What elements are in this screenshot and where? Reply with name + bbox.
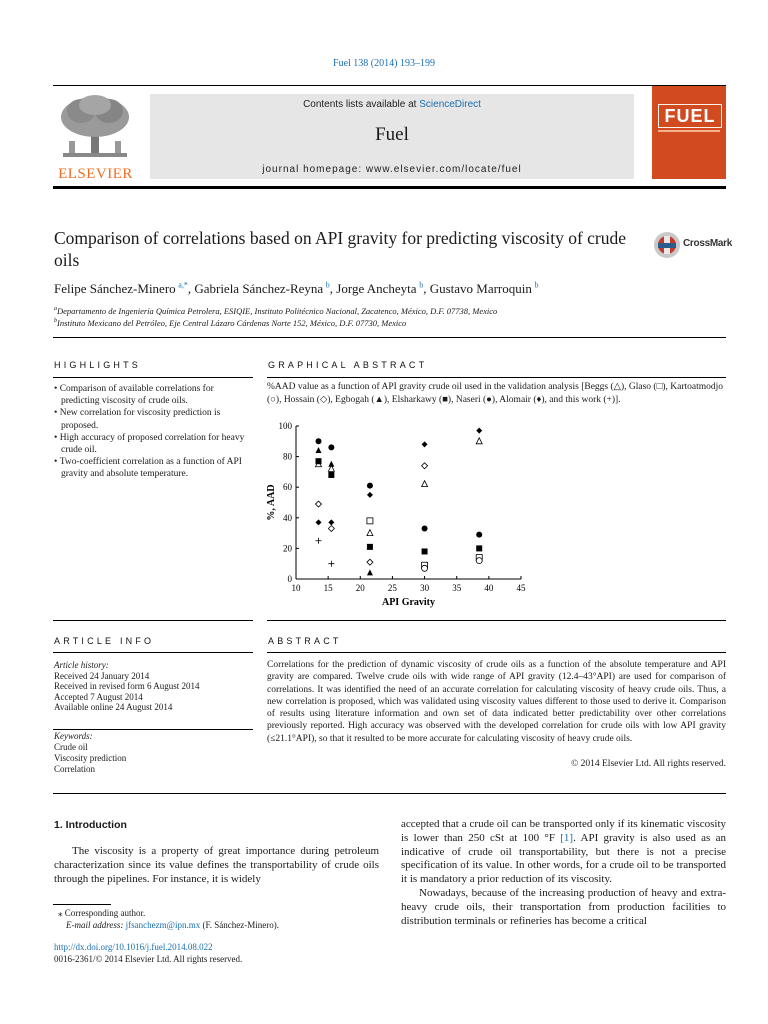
data-point-hossain <box>422 463 428 469</box>
affiliation-mark: b <box>54 318 57 325</box>
crossmark-icon <box>653 230 681 260</box>
data-point-elsharkawy <box>316 458 322 464</box>
author-name[interactable]: Felipe Sánchez-Minero <box>54 281 176 296</box>
elsevier-logo <box>53 93 138 183</box>
keyword: Correlation <box>54 764 95 774</box>
doi-block <box>54 941 242 965</box>
data-point-glaso <box>367 518 373 524</box>
aad-vs-api-chart <box>258 415 538 615</box>
section-rule <box>53 337 726 338</box>
x-tick-label: 20 <box>355 583 365 593</box>
data-point-naseri <box>328 444 334 450</box>
data-point-alomair <box>367 492 373 498</box>
article-history <box>54 660 254 713</box>
data-point-beggs <box>476 438 482 444</box>
affiliation-b <box>54 318 406 328</box>
data-point-naseri <box>316 438 322 444</box>
abstract-rule <box>267 652 726 653</box>
author-name[interactable]: Gabriela Sánchez-Reyna <box>194 281 324 296</box>
data-point-alomair <box>316 519 322 525</box>
keywords-label: Keywords: <box>54 731 93 741</box>
reference-link[interactable]: [1] <box>560 831 574 844</box>
history-entry: Received 24 January 2014 <box>54 670 150 681</box>
abstract-copyright: © 2014 Elsevier Ltd. All rights reserved. <box>571 759 726 769</box>
data-point-beggs <box>422 481 428 487</box>
affiliation-text: Departamento de Ingeniería Química Petrolera, ESIQIE, Instituto Politécnico Nacional, Zacatenco, México, D.F. 07738, Mexico <box>57 306 498 316</box>
keyword: Viscosity prediction <box>54 753 127 763</box>
journal-homepage[interactable]: journal homepage: www.elsevier.com/locate/fuel <box>262 164 522 175</box>
crossmark-label: CrossMark <box>683 238 732 249</box>
keyword: Crude oil <box>54 742 88 752</box>
author-name[interactable]: Jorge Ancheyta <box>336 281 417 296</box>
highlight-item: • Two-coefficient correlation as a function of API gravity and absolute temperature. <box>54 456 249 480</box>
highlight-item: • High accuracy of proposed correlation for heavy crude oil. <box>54 432 249 456</box>
highlights-heading: HIGHLIGHTS <box>54 360 142 370</box>
contents-prefix: Contents lists available at <box>303 99 420 110</box>
data-point-kartoatmodjo <box>476 558 482 564</box>
issn-line: 0016-2361/© 2014 Elsevier Ltd. All rights reserved. <box>54 954 243 964</box>
email-link[interactable]: jfsanchezm@ipn.mx <box>125 920 201 930</box>
data-point-naseri <box>476 532 482 538</box>
highlight-item: • Comparison of available correlations for predicting viscosity of crude oils. <box>54 383 249 407</box>
history-label: Article history: <box>54 660 109 670</box>
x-axis-label: API Gravity <box>381 597 436 608</box>
data-point-this-work <box>328 561 334 567</box>
intro-column-2 <box>401 818 726 928</box>
graphical-abstract-caption: %AAD value as a function of API gravity crude oil used in the validation analysis [Beggs (△), Glaso (□), Kartoatmodjo (○), Hossain (◇), Egbogah (▲), Elsharkawy (■), Naseri (●), Alomair (♦), and this work (+)]. <box>267 382 724 405</box>
keywords-rule <box>53 729 253 730</box>
data-point-egbogah <box>328 461 334 467</box>
history-entry: Received in revised form 6 August 2014 <box>54 681 200 691</box>
data-point-hossain <box>367 559 373 565</box>
journal-name: Fuel <box>375 124 409 145</box>
affiliation-mark: a <box>54 306 57 313</box>
journal-banner <box>150 94 634 179</box>
highlight-item: • New correlation for viscosity prediction is proposed. <box>54 407 249 431</box>
graphical-abstract-bottom-rule <box>267 620 726 621</box>
x-tick-label: 35 <box>452 583 462 593</box>
footnote <box>58 907 279 931</box>
data-point-hossain <box>328 526 334 532</box>
highlights-list <box>54 383 249 481</box>
intro-text: accepted that a crude oil can be transported only if its kinematic viscosity is lower than 250 cSt at 100 °F <box>401 818 726 844</box>
data-point-beggs <box>367 530 373 536</box>
doi-link[interactable]: http://dx.doi.org/10.1016/j.fuel.2014.08.022 <box>54 942 213 952</box>
x-tick-label: 45 <box>516 583 526 593</box>
graphical-abstract-heading: GRAPHICAL ABSTRACT <box>268 360 428 370</box>
contents-line <box>150 99 634 110</box>
history-entry: Accepted 7 August 2014 <box>54 691 143 702</box>
abstract-text: Correlations for the prediction of dynamic viscosity of crude oils as a function of the absolute temperature and API gravity are compared. Twelve crude oils with wide range of API gravity (12.4–43°API) are used for comparison of correlations. It was identified the need of an accurate correlation for calculating viscosity of heavy crude oils. Thus, a new correlation is proposed, which was validated using viscosity values different to those used to derive it. Comparison of results using literature information and own set of data indicated better predictability over other correlations previously reported. High accuracy was observed with the developed correlation for crude oils with low API gravity (≤21.1°API), so that it resulted to be more accurate for calculating viscosity of heavy crude oils. <box>267 660 726 744</box>
sciencedirect-link[interactable]: ScienceDirect <box>419 99 481 110</box>
intro-paragraph-col1: The viscosity is a property of great importance during petroleum characterization since its value defines the transportability of crude oils through the pipelines. For instance, it is widely <box>54 845 379 885</box>
crossmark-badge[interactable] <box>653 230 733 260</box>
data-point-elsharkawy <box>476 545 482 551</box>
y-tick-label: 40 <box>283 512 292 523</box>
highlights-bottom-rule <box>53 620 253 621</box>
paper-title: Comparison of correlations based on API gravity for predicting viscosity of crude oils <box>54 228 627 270</box>
y-tick-label: 0 <box>287 574 292 584</box>
author-list: Felipe Sánchez-Minero $^{a,*}$, Gabriela Sánchez-Reyna $^b$, Jorge Ancheyta $^b$, Gustavo Marroquin $^b$ <box>54 280 539 296</box>
data-point-naseri <box>367 483 373 489</box>
y-tick-label: 80 <box>283 451 292 462</box>
y-tick-label: 60 <box>283 482 292 493</box>
elsevier-tree-icon <box>53 93 138 165</box>
y-tick-label: 100 <box>278 421 292 431</box>
data-point-this-work <box>316 538 322 544</box>
data-point-alomair <box>476 428 482 434</box>
data-point-elsharkawy <box>367 544 373 550</box>
keywords-block <box>54 731 254 775</box>
corresponding-author-note: ⁎ Corresponding author. <box>58 908 146 918</box>
history-entry: Available online 24 August 2014 <box>54 702 173 712</box>
email-line <box>58 919 279 931</box>
journal-cover-image <box>652 86 726 179</box>
intro-paragraph: Nowadays, because of the increasing production of heavy and extra-heavy crude oils, their transportation from production facilities to distribution terminals or refineries has become a critical <box>401 886 726 927</box>
data-point-alomair <box>422 441 428 447</box>
data-point-naseri <box>422 526 428 532</box>
affiliation-text: Instituto Mexicano del Petróleo, Eje Central Lázaro Cárdenas Norte 152, México, D.F. 07730, Mexico <box>57 318 407 328</box>
elsevier-wordmark: ELSEVIER <box>58 166 133 182</box>
article-info-rule <box>53 652 253 653</box>
x-tick-label: 25 <box>387 583 397 593</box>
author-affil-mark[interactable]: b <box>325 280 330 290</box>
x-tick-label: 40 <box>484 583 494 593</box>
highlights-rule <box>53 377 253 378</box>
data-point-elsharkawy <box>328 472 334 478</box>
article-info-heading: ARTICLE INFO <box>54 636 155 646</box>
journal-reference-link[interactable]: Fuel 138 (2014) 193–199 <box>333 58 435 69</box>
cover-divider <box>658 130 720 132</box>
x-tick-label: 15 <box>323 583 333 593</box>
top-rule <box>53 85 726 86</box>
author-affil-mark[interactable]: a,* <box>178 280 188 290</box>
data-point-egbogah <box>367 569 373 575</box>
email-label: E-mail address: <box>66 920 126 930</box>
intro-text: . API gravity is also used as an indicative of crude oil transportability, but there is not a precise specification of its value. In other words, for a crude oil to be transported it is mandatory a prior reduction of its viscosity. <box>401 831 726 886</box>
email-owner: (F. Sánchez-Minero). <box>200 920 279 930</box>
data-point-egbogah <box>316 447 322 453</box>
author-name[interactable]: Gustavo Marroquin <box>429 281 532 296</box>
cover-title: FUEL <box>658 104 722 128</box>
affiliation-a <box>54 306 497 316</box>
author-affil-mark[interactable]: b <box>419 280 424 290</box>
body-rule <box>53 793 726 794</box>
data-point-kartoatmodjo <box>422 565 428 571</box>
y-axis-label: %, AAD <box>266 484 277 521</box>
intro-paragraph <box>401 818 726 887</box>
data-point-hossain <box>316 501 322 507</box>
author-affil-mark[interactable]: b <box>534 280 539 290</box>
introduction-heading: 1. Introduction <box>54 819 127 831</box>
data-point-alomair <box>328 519 334 525</box>
y-tick-label: 20 <box>283 543 292 554</box>
x-tick-label: 10 <box>291 583 301 593</box>
footnote-rule <box>53 904 111 905</box>
header-thick-rule <box>53 186 726 189</box>
data-point-elsharkawy <box>422 548 428 554</box>
abstract-heading: ABSTRACT <box>268 636 342 646</box>
graphical-abstract-rule <box>267 377 726 378</box>
x-tick-label: 30 <box>420 583 430 593</box>
